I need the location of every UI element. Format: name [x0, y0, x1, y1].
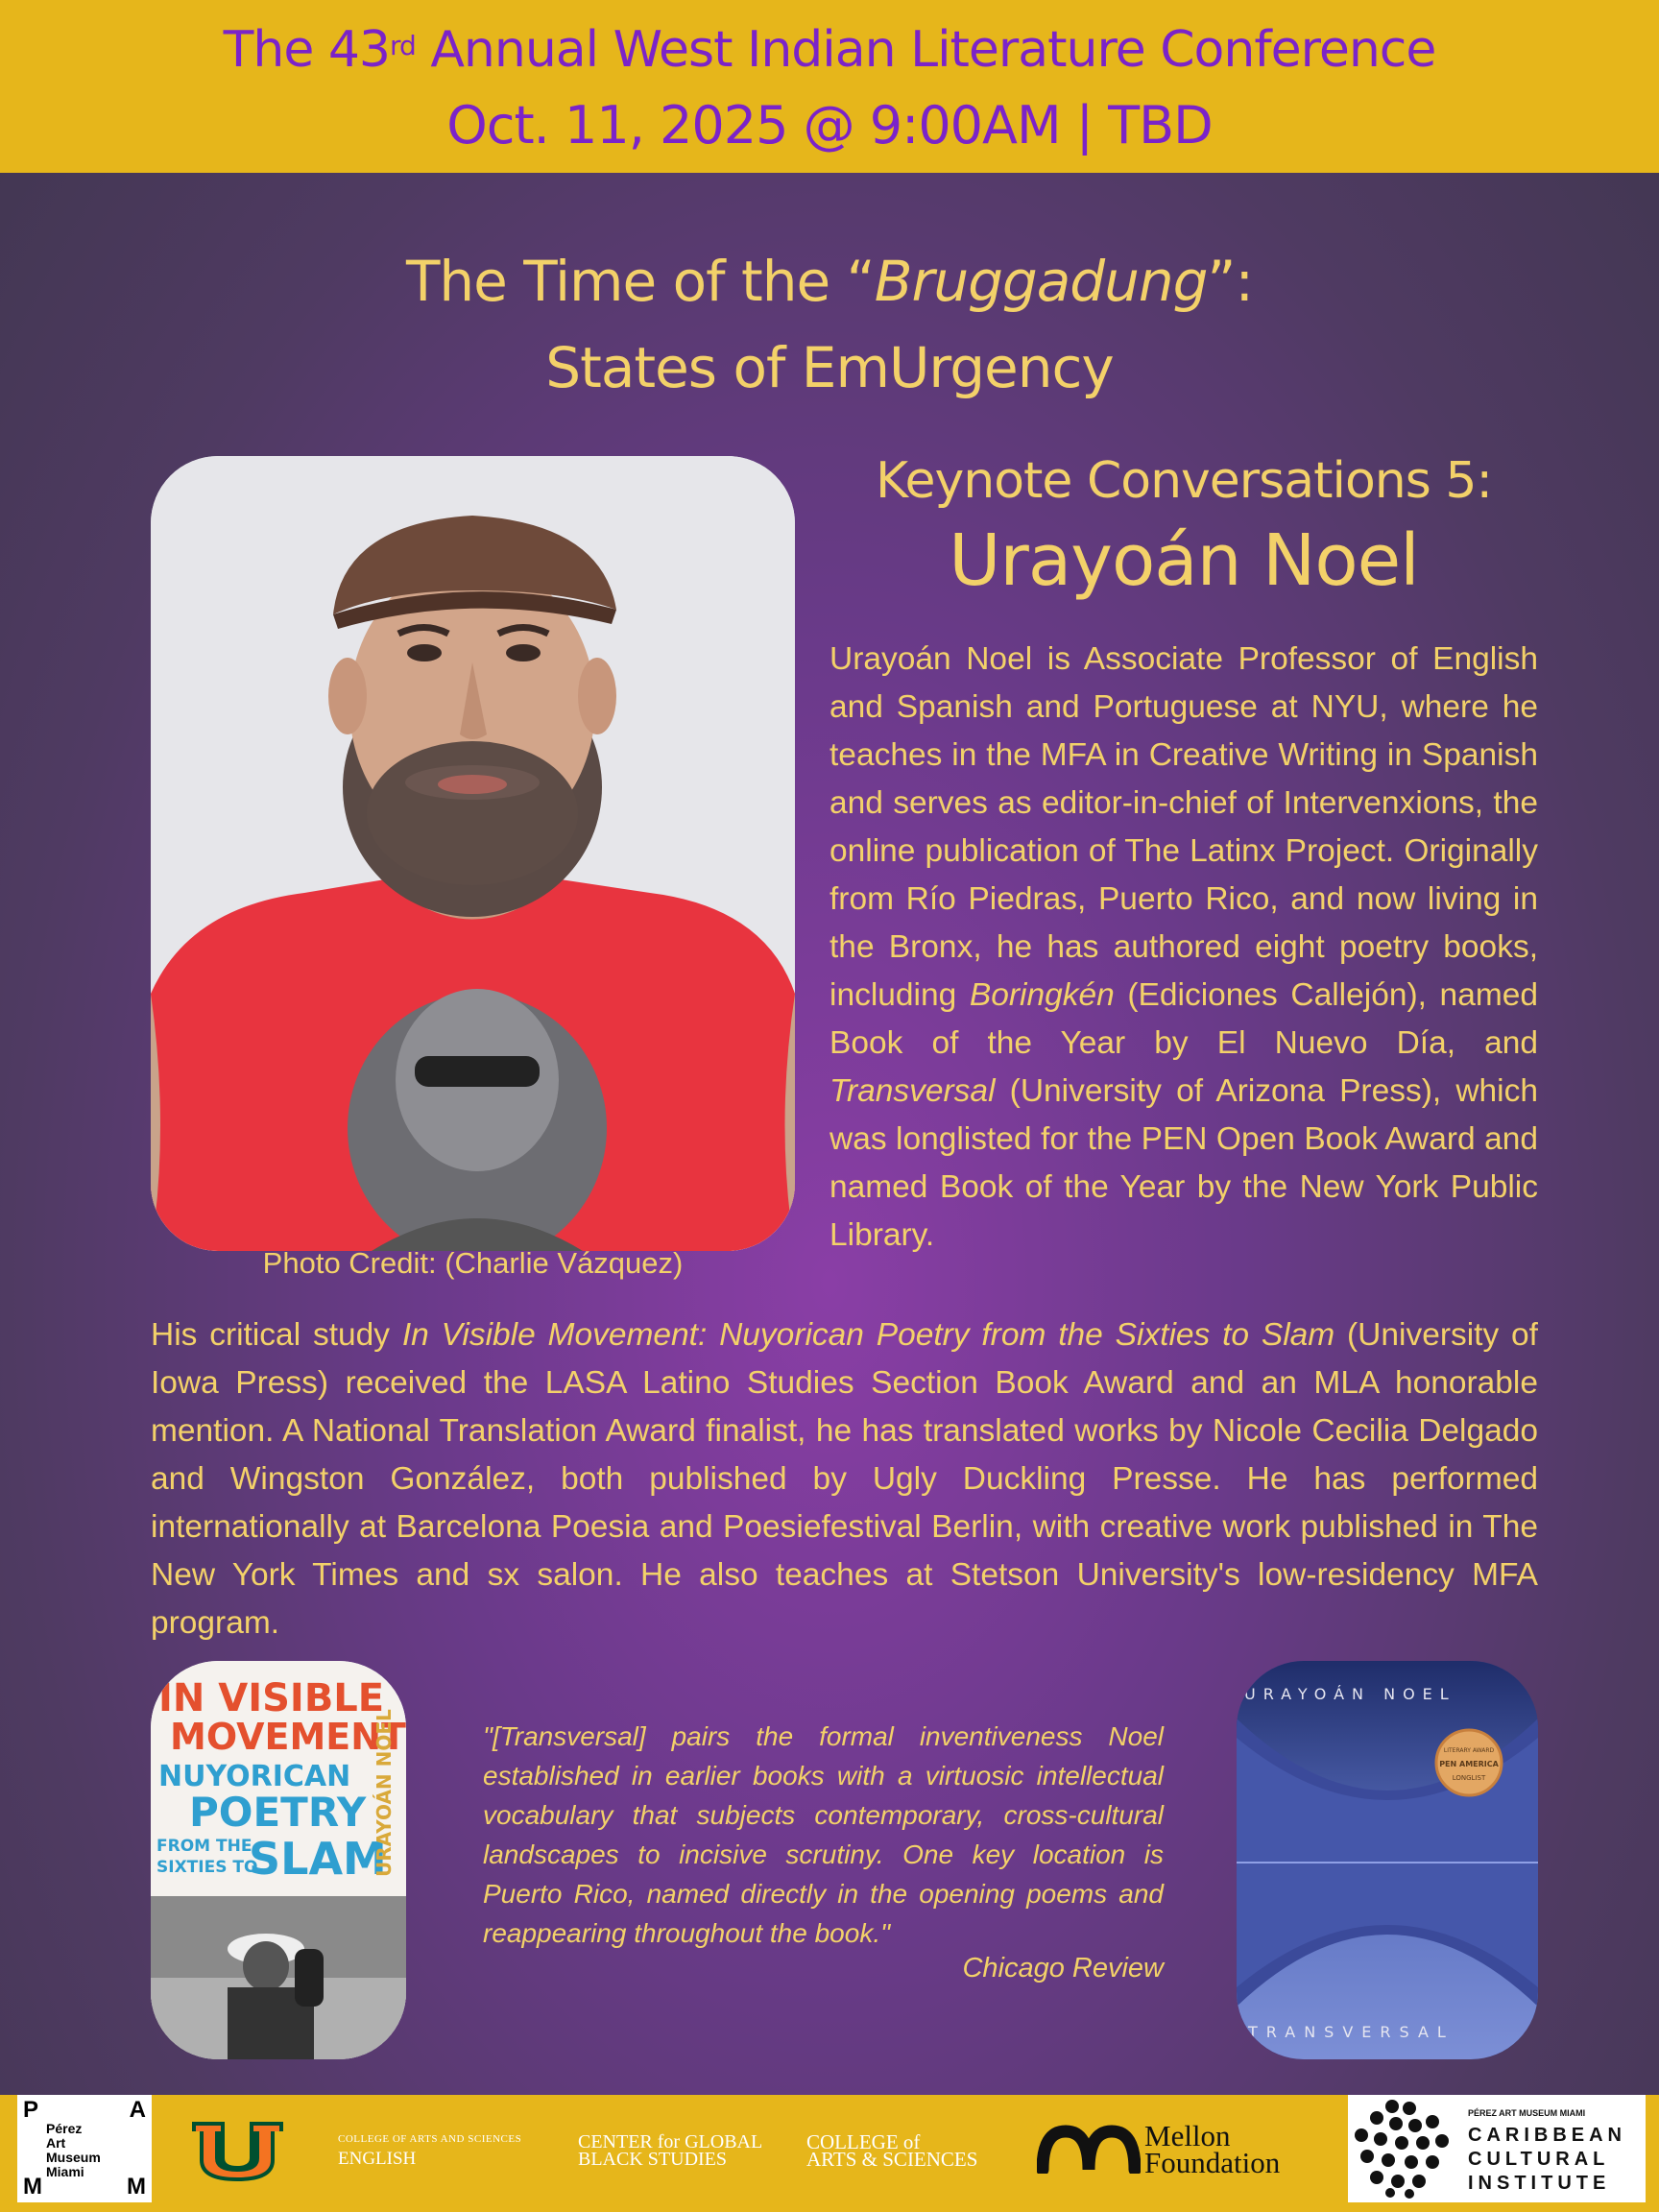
pamm-letter-a: A	[129, 2097, 146, 2123]
keynote-heading	[830, 451, 1538, 607]
cas-line2: ARTS & SCIENCES	[806, 2148, 978, 2171]
book-cover-author: URAYOÁN NOEL	[373, 1709, 396, 1877]
speaker-portrait-illustration	[151, 456, 795, 1251]
book-cover-line1: IN VISIBLE	[158, 1676, 385, 1720]
mellon-line2: Foundation	[1144, 2146, 1281, 2179]
session-title	[0, 238, 1659, 411]
header-bar	[0, 0, 1659, 173]
cgbs-line1: CENTER for GLOBAL	[578, 2131, 763, 2152]
book-cover-line3: NUYORICAN	[158, 1760, 351, 1793]
bio-paragraph-2	[151, 1311, 1538, 1647]
conference-title	[0, 21, 1659, 79]
mellon-line1: Mellon	[1144, 2119, 1231, 2152]
book-cover-transversal	[1237, 1661, 1538, 2059]
speaker-photo	[151, 456, 795, 1251]
keynote-series: Keynote Conversations 5:	[876, 452, 1492, 510]
bio-text: (Ediciones Callejón), named Book of the Year by El Nuevo Día, and	[830, 977, 1538, 1061]
pamm-letter-p: P	[23, 2097, 39, 2123]
book-cover-line7: SLAM	[249, 1833, 387, 1885]
session-title-italic: Bruggadung	[874, 249, 1208, 314]
conference-title-text: The 43	[223, 21, 391, 79]
photo-credit: Photo Credit: (Charlie Vázquez)	[262, 1246, 684, 1280]
pamm-name: Pérez Art Museum Miami	[46, 2121, 101, 2179]
award-seal-top: LITERARY AWARD	[1443, 1747, 1495, 1754]
bio-text: (University of Iowa Press) received the LASA Latino Studies Section Book Award and an MLA honorable mention. A National Translation Award finalist, he has translated works by Nicole Cecilia Delgado and Wingston González, both published by Ugly Duckling Presse. He has performed internationally at Barcelona Poesia and Poesiefestival Berlin, with creative work published in The New York Times and sx salon. He also teaches at Stetson University's low-residency MFA program.	[151, 1317, 1538, 1641]
session-title-line1	[0, 238, 1659, 325]
mellon-logo-icon	[1037, 2124, 1141, 2174]
book-cover-line6: SIXTIES TO	[156, 1858, 258, 1877]
book-title-boringken: Boringkén	[969, 977, 1115, 1013]
cci-line1: CARIBBEAN	[1468, 2125, 1626, 2146]
pamm-letter-m: M	[127, 2174, 146, 2200]
award-seal-middle: PEN AMERICA	[1439, 1760, 1499, 1768]
session-title-pre: The Time of the “	[405, 249, 875, 314]
cci-small-label: PÉREZ ART MUSEUM MIAMI	[1468, 2108, 1586, 2118]
bio-paragraph-1	[830, 636, 1538, 1260]
event-date-location: Oct. 11, 2025 @ 9:00AM | TBD	[446, 95, 1213, 156]
cci-dots-icon	[1352, 2099, 1452, 2199]
english-dept-name: ENGLISH	[338, 2149, 417, 2169]
ordinal-suffix: rd	[390, 30, 416, 61]
cci-line2: CULTURAL	[1468, 2149, 1610, 2170]
book-title-transversal: Transversal	[830, 1073, 996, 1109]
book-cover-line2: MOVEMENT	[170, 1716, 406, 1758]
book-cover-author: URAYOÁN NOEL	[1244, 1685, 1456, 1703]
cci-line3: INSTITUTE	[1468, 2173, 1611, 2194]
caribbean-cultural-institute-logo	[1348, 2095, 1646, 2202]
award-seal-bottom: LONGLIST	[1452, 1774, 1486, 1782]
book-cover-art	[1237, 1661, 1538, 2059]
pamm-logo	[17, 2095, 152, 2202]
book-cover-title: TRANSVERSAL	[1248, 2023, 1455, 2041]
bio-text: His critical study	[151, 1317, 402, 1353]
review-source: Chicago Review	[962, 1953, 1164, 1984]
session-title-post: ”:	[1207, 249, 1254, 314]
speaker-name: Urayoán Noel	[949, 519, 1419, 602]
cas-line1: COLLEGE of	[806, 2130, 921, 2153]
book-title-in-visible-movement: In Visible Movement: Nuyorican Poetry from the Sixties to Slam	[401, 1317, 1335, 1353]
book-cover-line4: POETRY	[189, 1789, 367, 1836]
um-u-logo-icon	[192, 2122, 283, 2181]
book-cover-line5: FROM THE	[156, 1837, 252, 1856]
session-title-line2: States of EmUrgency	[545, 335, 1114, 400]
cgbs-line2: BLACK STUDIES	[578, 2149, 728, 2170]
review-quote: "[Transversal] pairs the formal inventiveness Noel established in earlier books with a virtuosic intellectual vocabulary that subjects contemporary, cross-cultural landscapes to incisive scrutiny. One key location is Puerto Rico, named directly in the opening poems and reappearing throughout the book."	[483, 1721, 1164, 1948]
pamm-letter-m: M	[23, 2174, 42, 2200]
bio-text: (University of Arizona Press), which was longlisted for the PEN Open Book Award and named Book of the Year by the New York Public Library.	[830, 1073, 1538, 1253]
book-cover-art	[151, 1661, 406, 2059]
book-cover-in-visible-movement	[151, 1661, 406, 2059]
english-dept-small: COLLEGE OF ARTS AND SCIENCES	[338, 2133, 522, 2145]
bio-text: Urayoán Noel is Associate Professor of English and Spanish and Portuguese at NYU, where he teaches in the MFA in Creative Writing in Spanish and serves as editor-in-chief of Intervenxions, the online publication of The Latinx Project. Originally from Río Piedras, Puerto Rico, and now living in the Bronx, he has authored eight poetry books, including	[830, 641, 1538, 1013]
conference-title-rest: Annual West Indian Literature Conference	[415, 21, 1436, 79]
